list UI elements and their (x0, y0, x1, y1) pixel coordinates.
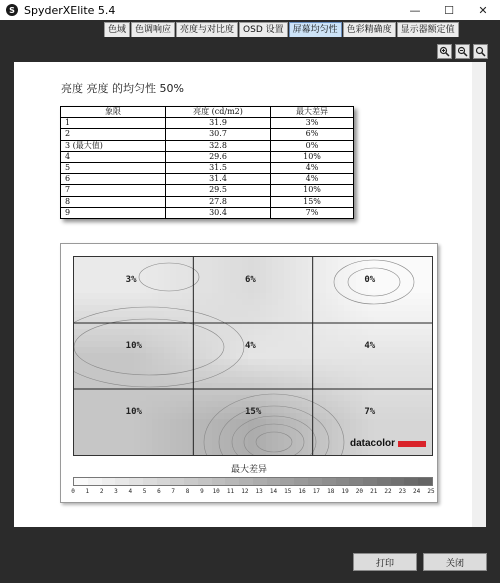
quadrant-cell: 8 (61, 196, 166, 207)
scale-swatch (225, 478, 239, 485)
scale-tick-label: 23 (398, 488, 406, 495)
table-row (61, 162, 354, 173)
window-title: SpyderXElite 5.4 (24, 3, 116, 17)
zoom-fit-icon[interactable] (473, 44, 488, 59)
logo-bar (398, 441, 426, 447)
quadrant-value-label: 6% (245, 275, 256, 285)
scale-swatch (336, 478, 350, 485)
report-page (14, 62, 486, 527)
luminance-cell: 29.6 (166, 151, 271, 162)
scale-tick-label: 10 (212, 488, 220, 495)
scale-swatch (349, 478, 363, 485)
luminance-cell: 31.4 (166, 174, 271, 185)
scale-tick-label: 16 (298, 488, 306, 495)
table-row (61, 174, 354, 185)
table-row (61, 207, 354, 218)
scale-tick-label: 13 (255, 488, 263, 495)
table-row (61, 118, 354, 129)
luminance-cell: 32.8 (166, 140, 271, 151)
scale-swatch (267, 478, 281, 485)
tab-color-accuracy[interactable]: 色彩精确度 (343, 22, 396, 37)
scale-swatch (377, 478, 391, 485)
difference-cell: 10% (271, 185, 354, 196)
quadrant-value-label: 15% (245, 407, 262, 417)
scale-tick-label: 22 (384, 488, 392, 495)
scale-tick-label: 14 (269, 488, 278, 495)
scale-tick-label: 8 (185, 488, 190, 495)
quadrant-cell: 2 (61, 129, 166, 140)
scale-tick-label: 11 (226, 488, 235, 495)
table-row (61, 151, 354, 162)
quadrant-cell: 3 (最大值) (61, 140, 166, 151)
scale-tick-label: 24 (413, 488, 421, 495)
print-button[interactable]: 打印 (353, 553, 417, 571)
quadrant-value-label: 0% (364, 275, 376, 285)
difference-cell: 4% (271, 174, 354, 185)
luminance-cell: 31.9 (166, 118, 271, 129)
column-header-luminance: 亮度 (cd/m2) (166, 107, 271, 118)
minimize-button[interactable]: — (409, 3, 421, 17)
difference-cell: 4% (271, 162, 354, 173)
scale-swatch (157, 478, 171, 485)
app-logo-icon: S (6, 4, 18, 16)
uniformity-chart (60, 243, 438, 503)
quadrant-cell: 4 (61, 151, 166, 162)
scale-tick-label: 12 (241, 488, 249, 495)
tab-bar (104, 22, 460, 37)
datacolor-logo (350, 438, 426, 449)
contour-plot (73, 256, 433, 456)
difference-cell: 10% (271, 151, 354, 162)
luminance-cell: 30.4 (166, 207, 271, 218)
contour-map (74, 257, 432, 455)
scale-swatch (129, 478, 143, 485)
maximize-button[interactable]: ☐ (444, 3, 454, 17)
scale-tick-label: 5 (142, 488, 147, 495)
luminance-cell: 30.7 (166, 129, 271, 140)
zoom-toolbar (437, 44, 488, 59)
scale-swatch (198, 478, 212, 485)
zoom-out-icon[interactable] (455, 44, 470, 59)
scale-swatch (102, 478, 116, 485)
scale-tick-label: 17 (312, 488, 321, 495)
difference-cell: 0% (271, 140, 354, 151)
quadrant-value-label: 10% (125, 341, 142, 351)
scale-tick-label: 4 (128, 488, 133, 495)
uniformity-table (60, 106, 354, 219)
close-window-button[interactable]: ✕ (478, 3, 488, 17)
scale-title: 最大差异 (230, 465, 267, 475)
scale-swatch (253, 478, 267, 485)
scale-swatch (88, 478, 102, 485)
scale-tick-label: 3 (114, 488, 118, 495)
scale-swatch (212, 478, 226, 485)
scale-tick-label: 0 (71, 488, 75, 495)
color-scale-bar (73, 477, 433, 486)
quadrant-value-label: 4% (364, 341, 376, 351)
luminance-cell: 31.5 (166, 162, 271, 173)
scale-tick-label: 19 (341, 488, 349, 495)
tab-display-rating[interactable]: 显示器额定值 (397, 22, 459, 37)
quadrant-value-label: 10% (125, 407, 142, 417)
scale-swatch (391, 478, 405, 485)
scale-tick-label: 9 (200, 488, 204, 495)
difference-cell: 7% (271, 207, 354, 218)
column-header-quadrant: 象限 (61, 107, 166, 118)
scale-swatch (239, 478, 253, 485)
quadrant-cell: 9 (61, 207, 166, 218)
scale-tick-label: 2 (99, 488, 104, 495)
scale-tick-label: 18 (327, 488, 335, 495)
quadrant-cell: 6 (61, 174, 166, 185)
quadrant-cell: 5 (61, 162, 166, 173)
scale-swatch (280, 478, 294, 485)
difference-cell: 15% (271, 196, 354, 207)
difference-cell: 6% (271, 129, 354, 140)
luminance-cell: 27.8 (166, 196, 271, 207)
report-title: 亮度 亮度 的均匀性 50% (61, 82, 184, 95)
scale-tick-label: 21 (370, 488, 378, 495)
title-bar (0, 0, 500, 21)
scale-tick-label: 7 (171, 488, 176, 495)
luminance-cell: 29.5 (166, 185, 271, 196)
scale-swatch (184, 478, 198, 485)
logo-text: datacolor (349, 438, 395, 449)
table-row (61, 185, 354, 196)
column-header-max-difference: 最大差异 (271, 107, 354, 118)
tab-osd-settings[interactable]: OSD 设置 (239, 22, 288, 37)
scale-swatch (322, 478, 336, 485)
scale-swatch (74, 478, 88, 485)
quadrant-value-label: 7% (364, 407, 376, 417)
scale-tick-label: 15 (284, 488, 292, 495)
scale-tick-label: 20 (355, 488, 364, 495)
difference-cell: 3% (271, 118, 354, 129)
scale-tick-label: 6 (157, 488, 161, 495)
scale-swatch (143, 478, 157, 485)
scale-swatch (363, 478, 377, 485)
zoom-in-icon[interactable] (437, 44, 452, 59)
scale-swatch (418, 478, 432, 485)
tab-brightness-contrast[interactable]: 亮度与对比度 (176, 22, 238, 37)
scale-swatch (115, 478, 129, 485)
scale-tick-label: 1 (85, 488, 90, 495)
quadrant-value-label: 3% (125, 275, 137, 285)
tab-screen-uniformity[interactable]: 屏幕均匀性 (289, 22, 342, 37)
table-row (61, 140, 354, 151)
vertical-scrollbar[interactable] (472, 62, 486, 527)
close-button[interactable]: 关闭 (423, 553, 487, 571)
scale-tick-label: 25 (427, 488, 435, 495)
scale-ticks (71, 488, 435, 498)
scale-swatch (294, 478, 308, 485)
tab-gamut[interactable]: 色域 (104, 22, 130, 37)
quadrant-cell: 7 (61, 185, 166, 196)
quadrant-cell: 1 (61, 118, 166, 129)
table-row (61, 196, 354, 207)
scale-swatch (170, 478, 184, 485)
scale-swatch (308, 478, 322, 485)
tab-tone-response[interactable]: 色调响应 (131, 22, 175, 37)
scale-swatch (404, 478, 418, 485)
table-row (61, 129, 354, 140)
quadrant-value-label: 4% (245, 341, 256, 351)
